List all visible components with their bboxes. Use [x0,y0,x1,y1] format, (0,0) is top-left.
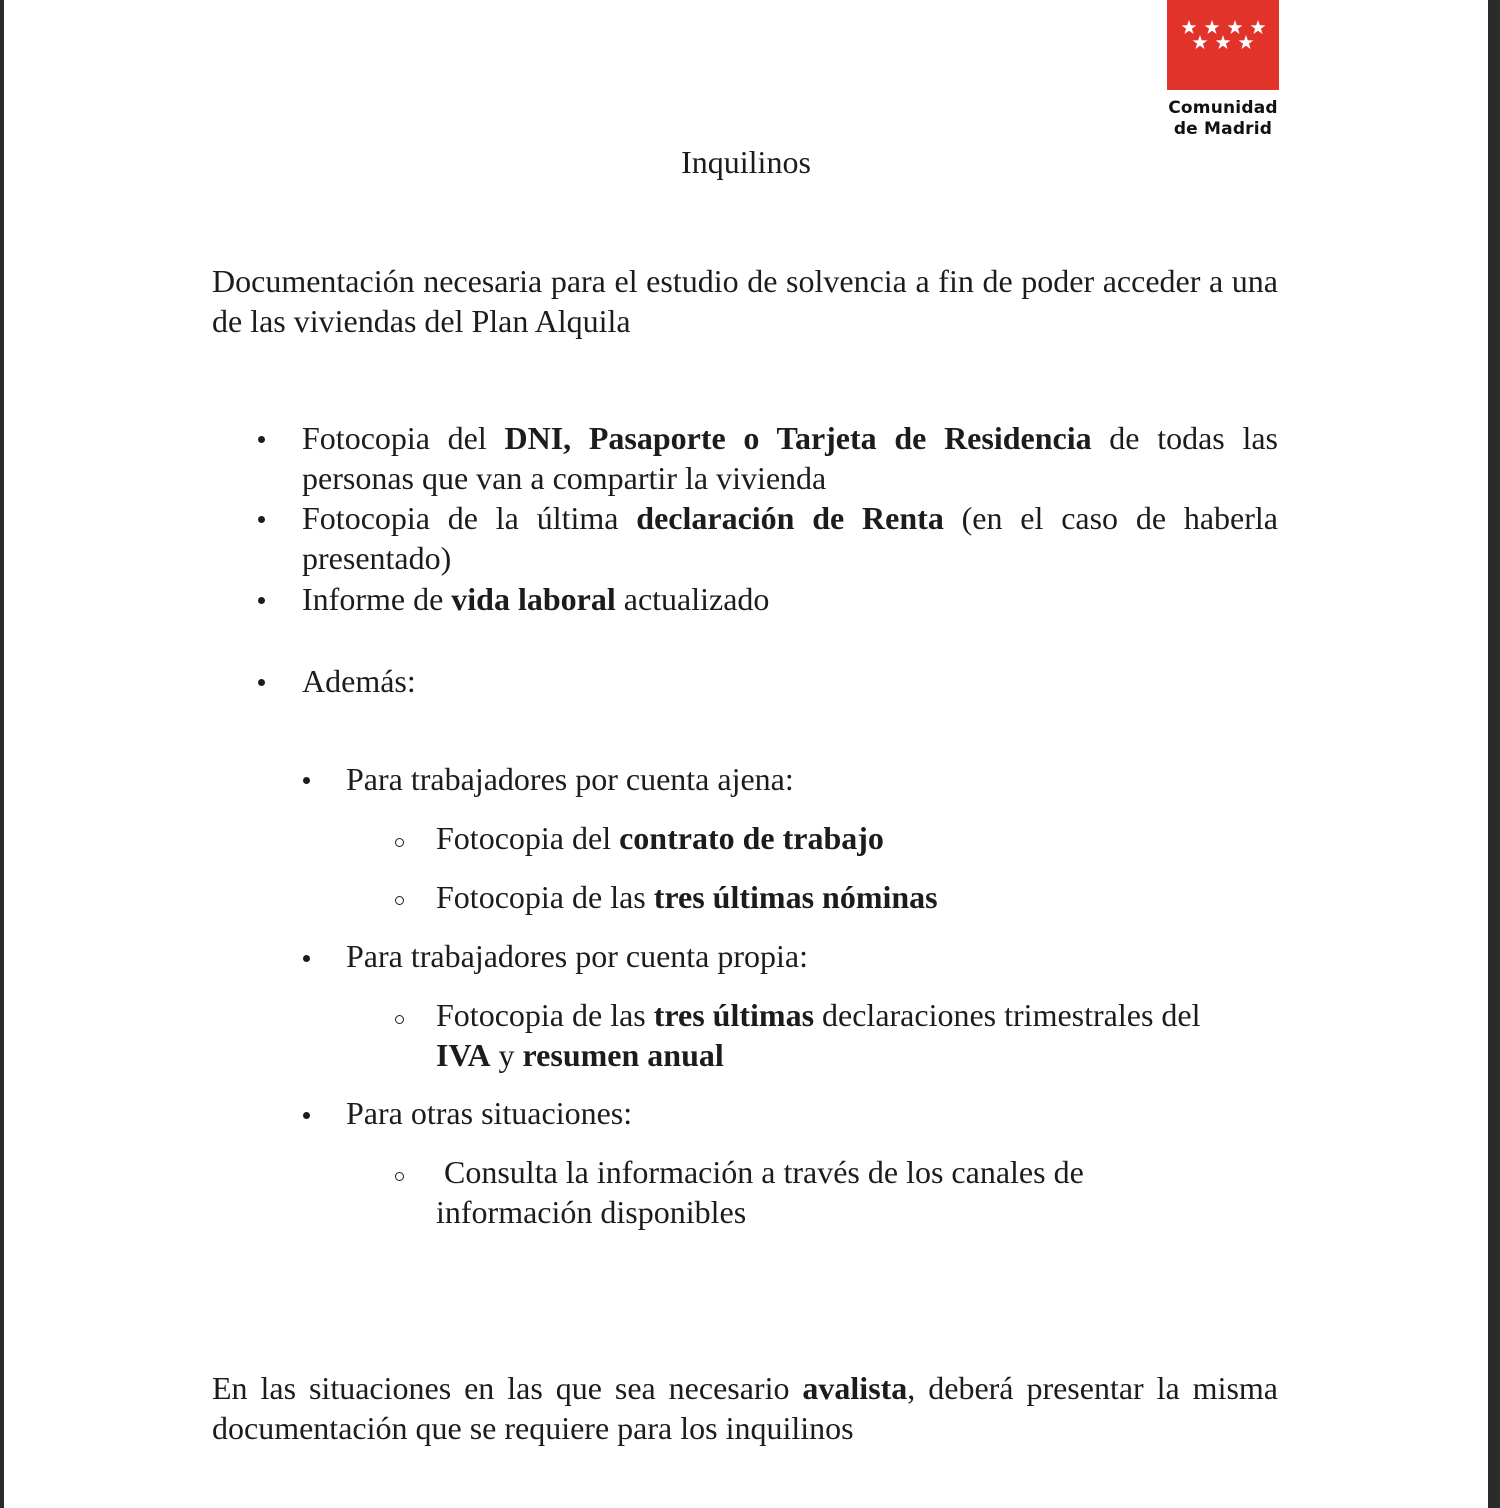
sublist-item-consulta: Consulta la información a través de los canales de información disponibles [436,1154,1084,1230]
text-span: Fotocopia de la última [302,500,637,536]
text-span: y [490,1037,523,1073]
bold-span: avalista [802,1370,908,1406]
sublist-label-ajena: Para trabajadores por cuenta ajena: [346,761,794,797]
text-span: (en el caso de haberla presentado) [302,500,1279,576]
text-span: declaraciones trimestrales del [814,997,1201,1033]
logo-flag [1167,0,1279,90]
bold-span: resumen anual [522,1037,724,1073]
document-page [4,0,1488,1508]
star-icon [1205,20,1220,34]
sublist-item-nominas [436,877,938,917]
bold-span: DNI, Pasaporte o Tarjeta de Residencia [504,420,1092,456]
text-span: Fotocopia de las [436,997,654,1033]
bullet-icon [258,436,265,443]
logo-line-2: de Madrid [1173,119,1273,139]
text-span: Informe de [302,581,452,617]
bold-span: vida laboral [451,581,616,617]
circle-bullet-icon [395,896,404,905]
bullet-icon [303,1112,310,1119]
text-span: Fotocopia de las [436,879,654,915]
text-span: actualizado [615,581,770,617]
bold-span: IVA [436,1037,491,1073]
intro-paragraph: Documentación necesaria para el estudio de solvencia a fin de poder acceder a una de las viviendas del Plan Alquila [212,263,1278,339]
list-item-ademas: Además: [302,663,416,699]
list-item-dni [302,418,1278,498]
star-icon-group [1167,0,1279,90]
text-span: Fotocopia del [436,820,620,856]
star-icon [1228,20,1243,34]
bold-span: tres últimas nóminas [653,879,938,915]
bullet-icon [258,516,265,523]
star-icon [1216,35,1231,49]
star-icon [1193,35,1208,49]
avalista-paragraph [212,1368,1278,1448]
sublist-label-otras: Para otras situaciones: [346,1095,633,1131]
page-title: Inquilinos [681,144,811,180]
logo-line-1: Comunidad [1168,98,1278,118]
list-item-renta [302,498,1278,578]
sublist-item-iva [436,995,1236,1075]
text-span: En las situaciones en las que sea necesario [212,1370,803,1406]
bold-span: contrato de trabajo [619,820,884,856]
circle-bullet-icon [395,1015,404,1024]
text-span: de todas las personas que van a compartir la vivienda [302,420,1279,496]
circle-bullet-icon [395,1172,404,1181]
bullet-icon [303,955,310,962]
star-icon [1251,20,1266,34]
bold-span: tres últimas [653,997,815,1033]
star-icon [1182,20,1197,34]
sublist-label-propia: Para trabajadores por cuenta propia: [346,938,809,974]
logo-caption [1162,98,1284,140]
comunidad-de-madrid-logo [1162,0,1284,145]
bullet-icon [258,679,265,686]
bullet-icon [258,597,265,604]
circle-bullet-icon [395,838,404,847]
text-span: Fotocopia del [302,420,505,456]
bullet-icon [303,777,310,784]
star-icon [1239,35,1254,49]
bold-span: declaración de Renta [636,500,944,536]
text-span: , deberá presentar la misma documentación que se requiere para los inquilinos [212,1370,1278,1446]
list-item-vida-laboral [302,579,1278,619]
sublist-item-contrato [436,818,884,858]
